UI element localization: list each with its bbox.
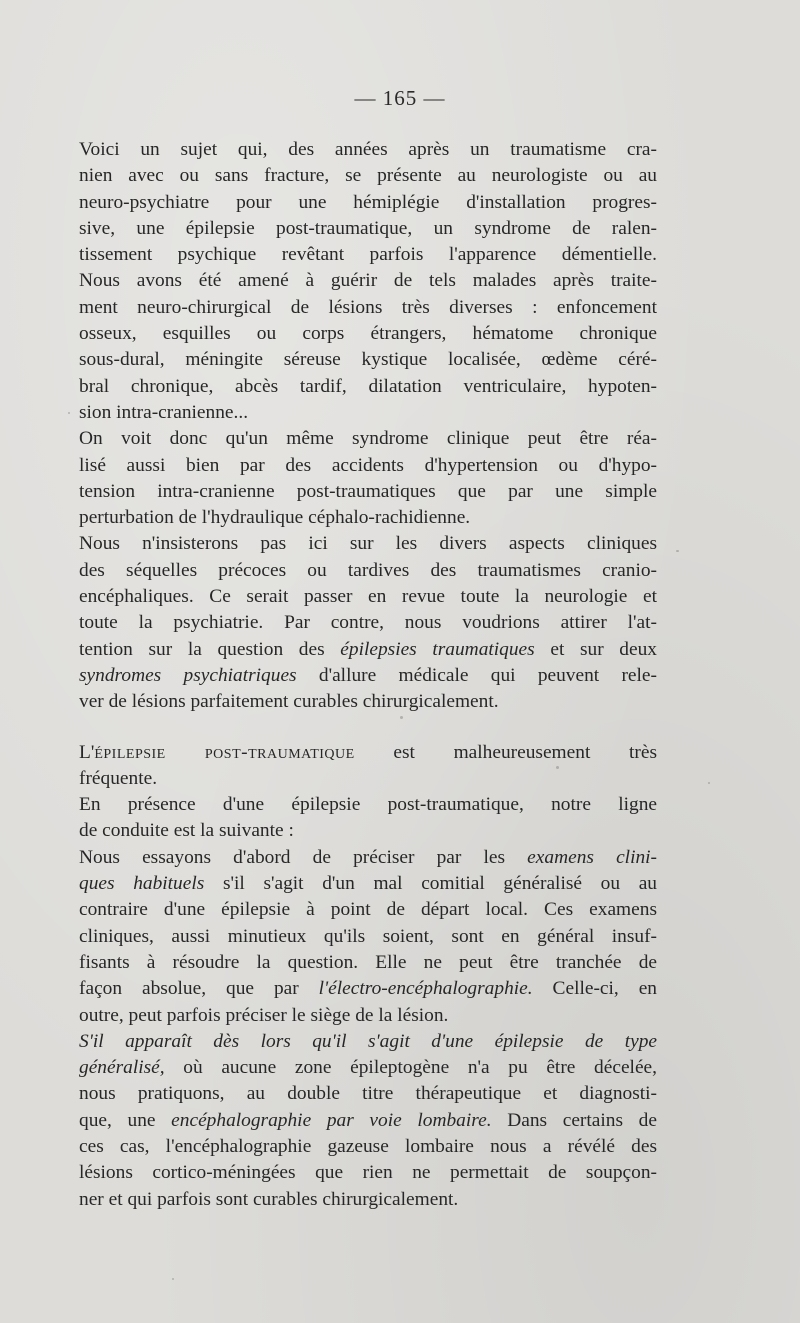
text-line: Nous n'insisterons pas ici sur les divers aspects cliniques xyxy=(79,533,657,555)
paper-speck xyxy=(676,550,679,552)
paragraph-syndrome xyxy=(79,426,657,531)
text-line: bral chronique, abcès tardif, dilatation ventriculaire, hypoten- xyxy=(79,375,657,397)
text-fragment: tention sur la question des xyxy=(79,638,341,660)
text-line: sous-dural, méningite séreuse kystique localisée, œdème céré- xyxy=(79,349,657,371)
paragraph-section-heading xyxy=(79,740,657,793)
text-line: outre, peut parfois préciser le siège de la lésion. xyxy=(79,1004,449,1026)
text-line: sive, une épilepsie post-traumatique, un syndrome de ralen- xyxy=(79,217,657,239)
text-fragment: Celle-ci, en xyxy=(532,978,657,1000)
section-heading: épilepsie post-traumatique xyxy=(94,741,355,763)
text-fragment: Dans certains de xyxy=(491,1109,657,1131)
italic-term: syndromes psychiatriques xyxy=(79,664,297,686)
italic-term: épilepsies traumatiques xyxy=(340,638,535,660)
text-line: toute la psychiatrie. Par contre, nous voudrions attirer l'at- xyxy=(79,612,657,634)
text-line xyxy=(79,637,657,663)
text-fragment: Nous essayons d'abord de préciser par les xyxy=(79,846,528,868)
text-line: de conduite est la suivante : xyxy=(79,820,294,842)
paper-speck xyxy=(556,766,559,769)
text-line: ner et qui parfois sont curables chirurgicalement. xyxy=(79,1188,459,1210)
text-line: nous pratiquons, au double titre thérapeutique et diagnosti- xyxy=(79,1083,657,1105)
text-line: lisé aussi bien par des accidents d'hypertension ou d'hypo- xyxy=(79,454,657,476)
paragraph-examens xyxy=(79,845,657,1029)
page-number: — 165 — xyxy=(354,86,446,110)
text-line: Voici un sujet qui, des années après un traumatisme cra- xyxy=(79,139,657,160)
text-line xyxy=(79,976,657,1002)
paper-speck xyxy=(400,716,403,719)
text-line: Nous avons été amené à guérir de tels malades après traite- xyxy=(79,270,657,292)
text-line xyxy=(79,871,657,897)
text-line: osseux, esquilles ou corps étrangers, hématome chronique xyxy=(79,323,657,345)
text-line: contraire d'une épilepsie à point de départ local. Ces examens xyxy=(79,899,657,921)
paragraph-presence xyxy=(79,792,657,845)
text-line: fisants à résoudre la question. Elle ne peut être tranchée de xyxy=(79,951,657,973)
text-fragment: est malheureusement très xyxy=(354,741,657,763)
body-text xyxy=(79,137,657,1213)
paragraph-generalise xyxy=(79,1029,657,1213)
text-line: S'il apparaît dès lors qu'il s'agit d'une épilepsie de type xyxy=(79,1030,657,1052)
text-line: tissement psychique revêtant parfois l'apparence démentielle. xyxy=(79,244,657,266)
text-fragment: d'allure médicale qui peuvent rele- xyxy=(296,664,657,686)
italic-term: encéphalographie par voie lombaire. xyxy=(171,1109,492,1131)
text-line: nien avec ou sans fracture, se présente au neurologiste ou au xyxy=(79,165,657,187)
text-line xyxy=(79,740,657,766)
text-line: perturbation de l'hydraulique céphalo-rachidienne. xyxy=(79,507,471,529)
text-line: cliniques, aussi minutieux qu'ils soient, sont en général insuf- xyxy=(79,925,657,947)
paper-speck xyxy=(172,1278,174,1280)
text-line xyxy=(79,1108,657,1134)
text-line xyxy=(79,663,657,689)
paragraph-sequelles xyxy=(79,531,657,715)
text-line: ces cas, l'encéphalographie gazeuse lombaire nous a révélé des xyxy=(79,1135,657,1157)
text-fragment: que, une xyxy=(79,1109,172,1131)
text-line: On voit donc qu'un même syndrome clinique peut être réa- xyxy=(79,428,657,450)
text-fragment: où aucune zone épileptogène n'a pu être décelée, xyxy=(164,1057,657,1079)
text-fragment: façon absolue, que par xyxy=(79,978,319,1000)
paper-speck xyxy=(708,782,710,784)
text-line: ment neuro-chirurgical de lésions très diverses : enfoncement xyxy=(79,296,657,318)
paragraph-intro xyxy=(79,137,657,426)
text-line xyxy=(79,1055,657,1081)
paper-speck xyxy=(68,412,70,414)
heading-prefix: L' xyxy=(79,741,95,763)
italic-term: généralisé, xyxy=(79,1057,165,1079)
section-gap xyxy=(79,716,657,740)
italic-term: l'électro-encéphalographie. xyxy=(318,978,533,1000)
text-line: tension intra-cranienne post-traumatiques que par une simple xyxy=(79,480,657,502)
text-line: des séquelles précoces ou tardives des traumatismes cranio- xyxy=(79,559,657,581)
text-line: En présence d'une épilepsie post-traumatique, notre ligne xyxy=(79,794,657,816)
text-line: encéphaliques. Ce serait passer en revue toute la neurologie et xyxy=(79,586,657,608)
text-line: fréquente. xyxy=(79,767,158,789)
text-line xyxy=(79,845,657,871)
text-line: lésions cortico-méningées que rien ne permettait de soupçon- xyxy=(79,1162,657,1184)
text-line: ver de lésions parfaitement curables chirurgicalement. xyxy=(79,691,499,713)
text-line: neuro-psychiatre pour une hémiplégie d'installation progres- xyxy=(79,191,657,213)
italic-term: examens clini- xyxy=(527,846,657,868)
text-fragment: s'il s'agit d'un mal comitial généralisé ou au xyxy=(204,873,657,895)
text-line: sion intra-cranienne... xyxy=(79,401,249,423)
text-fragment: et sur deux xyxy=(534,638,657,660)
italic-term: ques habituels xyxy=(79,873,205,895)
